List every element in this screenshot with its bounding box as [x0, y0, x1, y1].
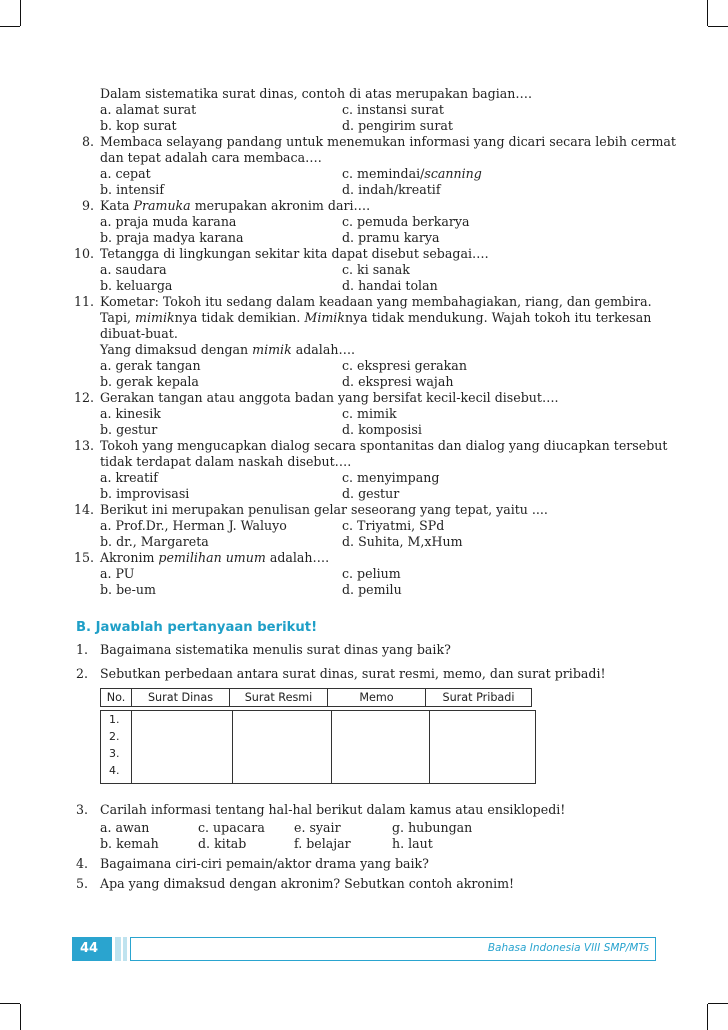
crop-mark — [708, 26, 728, 27]
col-header: Surat Resmi — [230, 689, 328, 707]
crop-mark — [20, 0, 21, 26]
page-footer — [72, 937, 654, 961]
col-header: Surat Dinas — [132, 689, 230, 707]
book-title: Bahasa Indonesia VIII SMP/MTs — [487, 942, 649, 954]
row-number: 4. — [109, 764, 120, 777]
section-heading: B. Jawablah pertanyaan berikut! — [76, 620, 318, 635]
col-header: No. — [101, 689, 132, 707]
col-header: Surat Pribadi — [426, 689, 532, 707]
row-number: 3. — [109, 747, 120, 760]
crop-mark — [0, 1003, 20, 1004]
footer-decoration — [115, 937, 121, 961]
row-number: 2. — [109, 730, 120, 743]
crop-mark — [20, 1004, 21, 1030]
comparison-table-body — [100, 710, 536, 784]
crop-mark — [0, 26, 20, 27]
footer-decoration — [123, 937, 127, 961]
crop-mark — [708, 1003, 728, 1004]
col-header: Memo — [328, 689, 426, 707]
crop-mark — [707, 0, 708, 26]
comparison-table-header — [100, 688, 532, 707]
footer-box — [130, 937, 656, 961]
row-number: 1. — [109, 713, 120, 726]
crop-mark — [707, 1004, 708, 1030]
page-number: 44 — [72, 937, 112, 961]
